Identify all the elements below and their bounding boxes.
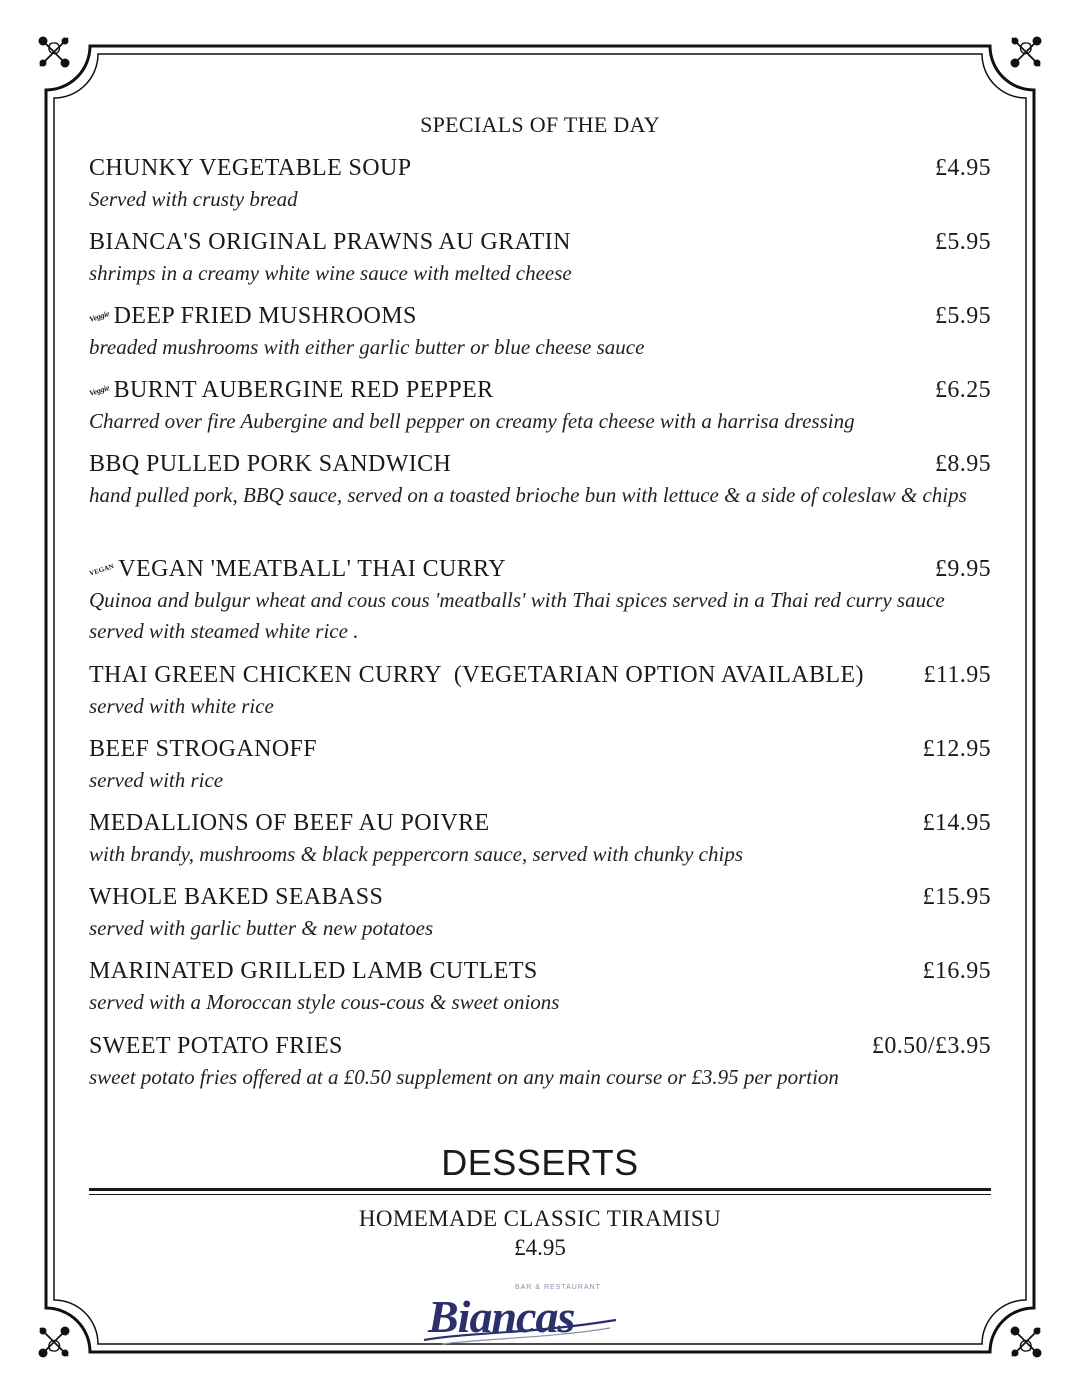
menu-item-row — [89, 958, 991, 985]
menu-item-description: shrimps in a creamy white wine sauce with melted cheese — [89, 261, 572, 285]
menu-item — [89, 155, 991, 215]
menu-item — [89, 377, 991, 437]
menu-item-description: breaded mushrooms with either garlic butter or blue cheese sauce — [89, 335, 645, 359]
menu-item-name-wrap — [89, 377, 494, 404]
biancas-logo — [420, 1282, 620, 1350]
menu-item-price: £5.95 — [935, 229, 991, 255]
menu-item-name-wrap — [89, 303, 417, 330]
desserts-heading: DESSERTS — [441, 1142, 639, 1183]
menu-item-price: £15.95 — [922, 884, 991, 910]
menu-item-row — [89, 884, 991, 911]
menu-item-price: £8.95 — [935, 451, 991, 477]
menu-item-price: £12.95 — [922, 736, 991, 762]
menu-item-description: sweet potato fries offered at a £0.50 supplement on any main course or £3.95 per portion — [89, 1065, 839, 1089]
desserts-divider-thin — [89, 1194, 991, 1195]
menu-item-price: £6.25 — [935, 377, 991, 403]
menu-item-name: CHUNKY VEGETABLE SOUP — [89, 155, 412, 181]
menu-item-price: £0.50/£3.95 — [871, 1033, 991, 1059]
menu-item-price: £11.95 — [923, 662, 991, 688]
menu-item-row — [89, 1033, 991, 1060]
menu-item-name-wrap — [89, 155, 412, 182]
menu-item-name-wrap — [89, 884, 383, 911]
menu-item-name: MEDALLIONS OF BEEF AU POIVRE — [89, 810, 490, 836]
dessert-item-price: £4.95 — [514, 1235, 566, 1260]
menu-item — [89, 810, 991, 870]
specials-heading: SPECIALS OF THE DAY — [420, 112, 660, 137]
menu-item-price: £4.95 — [935, 155, 991, 181]
veggie-badge-icon: Veggie — [88, 383, 111, 398]
menu-item-description: Quinoa and bulgur wheat and cous cous 'meatballs' with Thai spices served in a Thai red curry sauce served with steamed white rice . — [89, 588, 945, 643]
menu-item — [89, 736, 991, 796]
menu-item-name: MARINATED GRILLED LAMB CUTLETS — [89, 958, 538, 984]
menu-item-name: DEEP FRIED MUSHROOMS — [113, 303, 417, 329]
menu-item-description: with brandy, mushrooms & black peppercorn sauce, served with chunky chips — [89, 842, 744, 866]
menu-item-description: hand pulled pork, BBQ sauce, served on a toasted brioche bun with lettuce & a side of coleslaw & chips — [89, 483, 967, 507]
menu-item-name: THAI GREEN CHICKEN CURRY (VEGETARIAN OPTION AVAILABLE) — [89, 662, 864, 688]
menu-item-name: VEGAN 'MEATBALL' THAI CURRY — [118, 556, 506, 582]
menu-item — [89, 884, 991, 944]
menu-item-row — [89, 155, 991, 182]
menu-item-price: £14.95 — [922, 810, 991, 836]
menu-item-description: served with rice — [89, 768, 224, 792]
desserts-divider-thick — [89, 1188, 991, 1191]
menu-item-row — [89, 303, 991, 330]
menu-item — [89, 451, 991, 511]
menu-item-name-wrap — [89, 229, 571, 256]
menu-item-row — [89, 556, 991, 583]
menu-item-row — [89, 810, 991, 837]
menu-item-row — [89, 229, 991, 256]
vegan-badge-icon: VEGAN — [88, 562, 115, 578]
menu-item-row — [89, 662, 991, 689]
menu-item-description: Served with crusty bread — [89, 187, 298, 211]
dessert-item-name: HOMEMADE CLASSIC TIRAMISU — [358, 1206, 722, 1231]
menu-item-price: £5.95 — [935, 303, 991, 329]
menu-item-row — [89, 377, 991, 404]
menu-item-row — [89, 736, 991, 763]
menu-item-name-wrap — [89, 451, 451, 478]
menu-item — [89, 229, 991, 289]
menu-item-name: WHOLE BAKED SEABASS — [89, 884, 384, 910]
menu-item — [89, 958, 991, 1018]
menu-item — [89, 1033, 991, 1093]
menu-item-name-wrap — [89, 810, 490, 837]
menu-item-name-wrap — [89, 662, 864, 689]
menu-item-description: served with garlic butter & new potatoes — [89, 916, 434, 940]
menu-item-name: BBQ PULLED PORK SANDWICH — [89, 451, 452, 477]
menu-item-description: served with white rice — [89, 694, 274, 718]
veggie-badge-icon: Veggie — [88, 309, 111, 324]
logo-tagline: BAR & RESTAURANT — [515, 1284, 601, 1291]
menu-item-name: BEEF STROGANOFF — [89, 736, 318, 762]
menu-item-row — [89, 451, 991, 478]
menu-item-price: £9.95 — [935, 556, 991, 582]
menu-item — [89, 556, 991, 647]
menu-item — [89, 303, 991, 363]
menu-item-name-wrap — [89, 556, 506, 583]
menu-item-name: SWEET POTATO FRIES — [89, 1033, 343, 1059]
menu-item — [89, 662, 991, 722]
menu-item-description: served with a Moroccan style cous-cous & sweet onions — [89, 990, 560, 1014]
menu-item-name-wrap — [89, 736, 317, 763]
menu-item-price: £16.95 — [922, 958, 991, 984]
logo-wordmark: Biancas — [428, 1291, 575, 1342]
menu-item-description: Charred over fire Aubergine and bell pepper on creamy feta cheese with a harrisa dressing — [89, 409, 855, 433]
menu-item-name-wrap — [89, 958, 538, 985]
menu-item-name: BIANCA'S ORIGINAL PRAWNS AU GRATIN — [89, 229, 571, 255]
menu-item-name: BURNT AUBERGINE RED PEPPER — [113, 377, 494, 403]
menu-item-name-wrap — [89, 1033, 343, 1060]
